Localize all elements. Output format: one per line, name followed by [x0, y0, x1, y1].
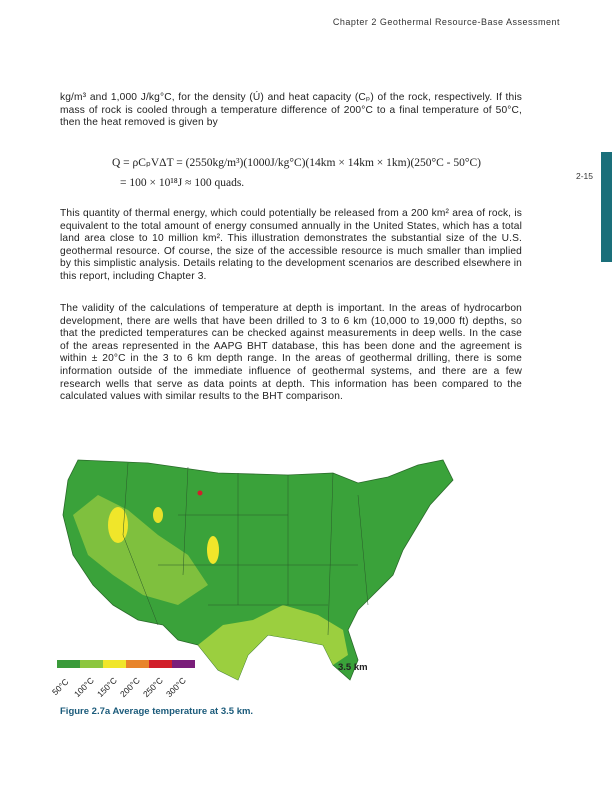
page-number: 2-15 [576, 171, 594, 181]
equation-line-1: Q = ρCₚVΔT = (2550kg/m³)(1000J/kg°C)(14km × 14km × 1km)(250°C - 50°C) [112, 157, 481, 169]
equation-line-2: = 100 × 10¹⁸J ≈ 100 quads. [120, 177, 245, 189]
figure-caption: Figure 2.7a Average temperature at 3.5 km. [60, 706, 254, 717]
yellowstone-hotspot [198, 491, 203, 496]
legend-label: 200°C [118, 675, 142, 700]
legend-swatch-200 [126, 660, 149, 668]
us-temperature-map [58, 455, 468, 690]
legend-label: 100°C [72, 675, 96, 700]
legend-swatch-300 [172, 660, 195, 668]
legend-swatch-150 [103, 660, 126, 668]
hot-zone [153, 507, 163, 523]
legend-label: 150°C [95, 675, 119, 700]
legend-swatch-250 [149, 660, 172, 668]
depth-label: 3.5 km [338, 662, 368, 673]
temperature-legend [57, 660, 195, 668]
chapter-tab-marker [601, 152, 612, 262]
paragraph-1: kg/m³ and 1,000 J/kg°C, for the density (Ú) and heat capacity (Cₚ) of the rock, respectively. If this mass of rock is cooled through a temperature difference of 200°C to a final temperature of 50°C, then the heat removed is given by [60, 92, 522, 129]
legend-label: 250°C [141, 675, 165, 700]
legend-swatch-50 [57, 660, 80, 668]
legend-swatch-100 [80, 660, 103, 668]
paragraph-2: This quantity of thermal energy, which could potentially be released from a 200 km² area of rock, is equivalent to the total amount of energy consumed annually in the United States, which has a total land area close to 10 million km². This illustration demonstrates the substantial size of the U.S. geothermal resource. Of course, the size of the accessible resource is much smaller than implied by this simplistic analysis. Details relating to the development scenarios are described elsewhere in this report, including Chapter 3. [60, 208, 522, 282]
legend-label: 50°C [50, 676, 71, 698]
legend-label: 300°C [164, 675, 188, 700]
paragraph-3: The validity of the calculations of temperature at depth is important. In the areas of hydrocarbon development, there are wells that have been drilled to 3 to 6 km (10,000 to 19,000 ft) depths, so that the predicted temperatures can be checked against measurements in deep wells. In the case of the areas represented in the AAPG BHT database, this has been done and the agreement is within ± 20°C in the 3 to 6 km depth range. In the areas of geothermal drilling, there is some information outside of the immediate influence of geothermal systems, and there are a few research wells that serve as data points at depth. This information has been compared to the calculated values with similar results to the BHT comparison. [60, 303, 522, 403]
hot-zone [207, 536, 219, 564]
hot-zone [108, 507, 128, 543]
running-header: Chapter 2 Geothermal Resource-Base Assessment [332, 17, 560, 27]
